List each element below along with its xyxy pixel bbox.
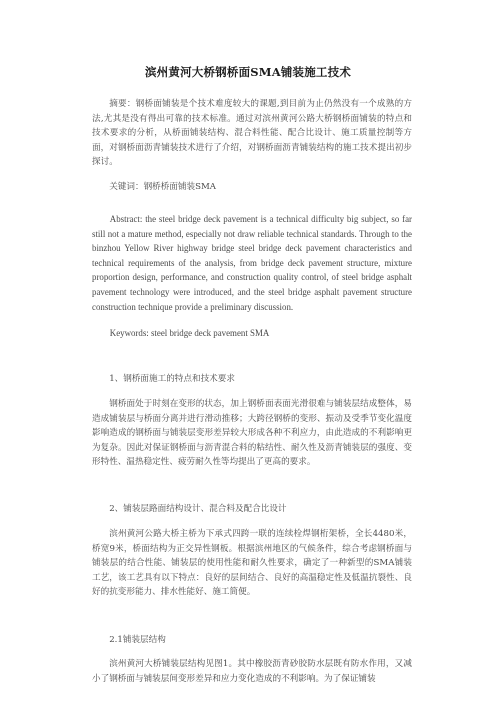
abstract-english: Abstract: the steel bridge deck pavement is a technical difficulty big subject, so far still not a mature method, especially not draw reliable technical standards. Through to the binzhou Yellow River highway bridge steel bridge deck pavement characteristics and technical requirements of the analysis, from bridge deck pavement structure, mixture proportion design, performance, and construction quality control, of steel bridge asphalt pavement technology were introduced, and the steel bridge asphalt pavement structure construction technique provide a preliminary discussion. xyxy=(92,214,412,312)
keywords-chinese: 关键词：钢桥桥面铺装SMA xyxy=(109,182,217,192)
document-title: 滨州黄河大桥钢桥面SMA铺装施工技术 xyxy=(144,65,352,79)
section-2-body: 滨州黄河公路大桥主桥为下承式四跨一联的连续栓焊钢桁架桥，全长4480米，桥宽9米，桥面结构为正交异性钢板。根据滨州地区的气候条件，综合考虑钢桥面与铺装层的结合性能、铺装层的使用性能和耐久性要求，确定了一种新型的SMA铺装工艺，该工艺具有以下特点：良好的层间结合、良好的高温稳定性及低温抗裂性、良好的抗变形能力、排水性能好、施工简便。 xyxy=(92,529,412,598)
abstract-chinese: 摘要：钢桥面铺装是个技术难度较大的课题,到目前为止仍然没有一个成熟的方法,尤其是没有得出可靠的技术标准。通过对滨州黄河公路大桥钢桥面铺装的特点和技术要求的分析，从桥面铺装结构、混合料性能、配合比设计、施工质量控制等方面，对钢桥面沥青铺装技术进行了介绍，对钢桥面沥青铺装结构的施工技术提出初步探讨。 xyxy=(92,99,412,168)
keywords-english: Keywords: steel bridge deck pavement SMA xyxy=(109,328,270,338)
section-1-body: 钢桥面处于时刻在变形的状态，加上钢桥面表面光滑很难与铺装层结成整体，易造成铺装层与桥面分离并进行滑动推移；大跨径钢桥的变形、振动及受季节变化温度影响造成的钢桥面与铺装层变形差异较大形成各种不利应力，由此造成的不利影响更为复杂。因此对保证钢桥面与沥青混合料的粘结性、耐久性及沥青铺装层的强度、变形特性、温热稳定性、疲劳耐久性等均提出了更高的要求。 xyxy=(92,399,412,468)
section-2-1-heading: 2.1铺装层结构 xyxy=(109,635,166,645)
section-2-1-body: 滨州黄河大桥铺装层结构见图1。其中橡胶沥青砂胶防水层既有防水作用，又减小了钢桥面与铺装层间变形差异和应力变化造成的不利影响。为了保证铺装 xyxy=(92,659,412,684)
section-2-heading: 2、铺装层路面结构设计、混合料及配合比设计 xyxy=(109,504,287,514)
section-1-heading: 1、钢桥面施工的特点和技术要求 xyxy=(109,374,235,384)
